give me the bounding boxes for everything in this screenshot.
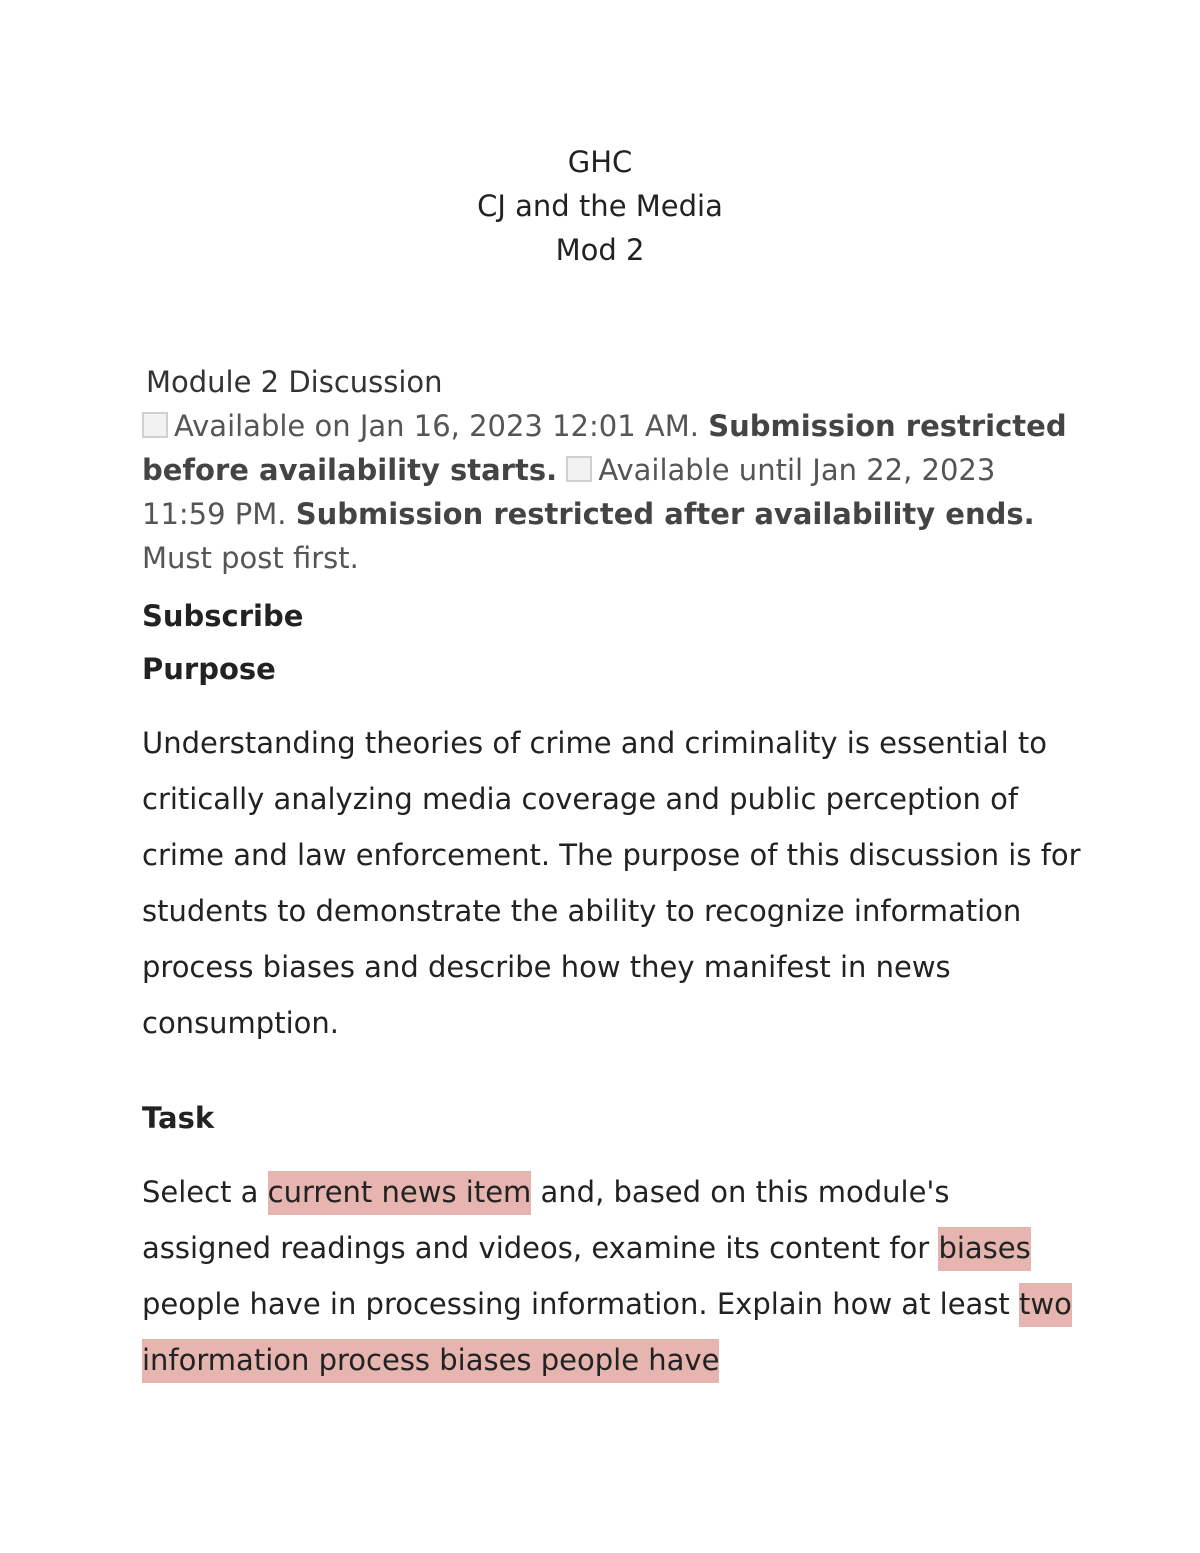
task-text-1: Select a [142, 1175, 268, 1209]
module-number: Mod 2 [555, 233, 645, 267]
course-name: CJ and the Media [477, 189, 723, 223]
highlight-two-biases: two information process biases people have [142, 1283, 1072, 1383]
post-first-note: Must post first. [142, 541, 359, 575]
availability-start-restriction: Submission restricted before availability starts. [142, 409, 1067, 487]
availability-start: Available on Jan 16, 2023 12:01 AM. [174, 409, 699, 443]
checkbox-icon[interactable] [566, 456, 592, 482]
document-header [0, 140, 1200, 272]
purpose-heading: Purpose [142, 652, 276, 686]
availability-info [142, 404, 1072, 580]
highlight-biases: biases [938, 1227, 1030, 1271]
task-text-2: and, based on this module's assigned readings and videos, examine its content for [142, 1175, 950, 1265]
school-name: GHC [567, 145, 633, 179]
purpose-paragraph: Understanding theories of crime and criminality is essential to critically analyzing media coverage and public perception of crime and law enforcement. The purpose of this discussion is for students to demonstrate the ability to recognize information process biases and describe how they manifest in news consumption. [142, 726, 1081, 1040]
availability-end-restriction: Submission restricted after availability ends. [295, 497, 1035, 531]
task-heading: Task [142, 1101, 215, 1135]
task-text-3: people have in processing information. Explain how at least [142, 1287, 1020, 1321]
task-paragraph [142, 1164, 1082, 1388]
highlight-current-news-item: current news item [268, 1171, 532, 1215]
checkbox-icon[interactable] [142, 412, 168, 438]
subscribe-link[interactable]: Subscribe [142, 599, 304, 633]
availability-end: Available until Jan 22, 2023 11:59 PM. [142, 453, 996, 531]
module-title: Module 2 Discussion [146, 365, 443, 399]
